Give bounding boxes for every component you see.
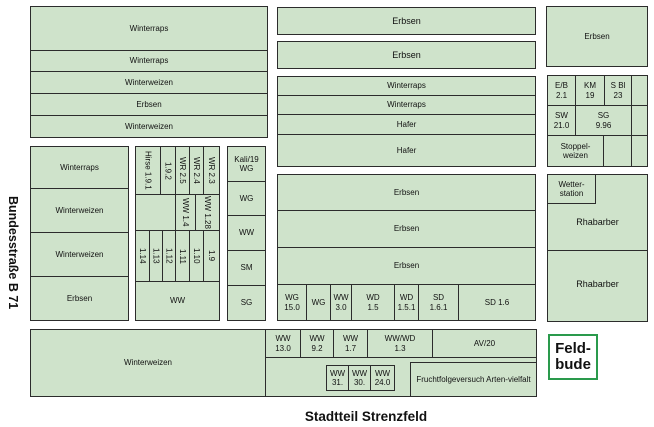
- plot-i-sd161[interactable]: SD 1.6.1: [418, 284, 459, 321]
- plot-a1[interactable]: Winterraps: [30, 6, 268, 51]
- plot-g-113[interactable]: 1.13: [149, 230, 163, 282]
- plot-g-wr24[interactable]: WR 2.4: [189, 146, 204, 195]
- plot-b1[interactable]: Erbsen: [277, 7, 536, 35]
- rhabarber-label-1: Rhabarber: [576, 217, 619, 227]
- plot-h4[interactable]: SM: [227, 250, 266, 286]
- plot-k-ww17[interactable]: WW 1.7: [333, 329, 368, 358]
- plot-e-km[interactable]: KM 19: [575, 75, 605, 106]
- plot-i2[interactable]: Erbsen: [277, 210, 536, 248]
- plot-a5[interactable]: Winterweizen: [30, 115, 268, 138]
- plot-f1[interactable]: Winterraps: [30, 146, 129, 189]
- plot-g-wr25[interactable]: WR 2.5: [175, 146, 190, 195]
- plot-g-192[interactable]: 1.9.2: [160, 146, 176, 195]
- plot-h3[interactable]: WW: [227, 215, 266, 251]
- plot-c1[interactable]: Erbsen: [546, 6, 648, 67]
- feldbude[interactable]: Feld-bude: [548, 334, 598, 380]
- plot-k-av20[interactable]: AV/20: [432, 329, 537, 358]
- plot-g-ww128[interactable]: WW 1.28: [195, 194, 220, 231]
- plot-h2[interactable]: WG: [227, 181, 266, 216]
- rhabarber-label-2: Rhabarber: [576, 279, 619, 289]
- plot-i-wd15[interactable]: WD 1.5: [351, 284, 395, 321]
- plot-i-wd151[interactable]: WD 1.5.1: [394, 284, 419, 321]
- plot-k-ww31[interactable]: WW 31.: [326, 365, 349, 391]
- plot-e-sbl[interactable]: S Bl 23: [604, 75, 632, 106]
- plot-g-19[interactable]: 1.9: [203, 230, 220, 282]
- plot-f2[interactable]: Winterweizen: [30, 188, 129, 233]
- plot-j-divider: [547, 250, 648, 251]
- plot-d2[interactable]: Winterraps: [277, 95, 536, 115]
- plot-g-110[interactable]: 1.10: [189, 230, 204, 282]
- plot-k-wwwd13[interactable]: WW/WD 1.3: [367, 329, 433, 358]
- plot-i3[interactable]: Erbsen: [277, 247, 536, 285]
- plot-b2[interactable]: Erbsen: [277, 41, 536, 69]
- plot-a4[interactable]: Erbsen: [30, 93, 268, 116]
- plot-e-stoppelweizen[interactable]: Stoppel-weizen: [547, 135, 604, 167]
- plot-i-ww30[interactable]: WW 3.0: [330, 284, 352, 321]
- plot-e-strip2[interactable]: [631, 105, 648, 136]
- plot-h5[interactable]: SG: [227, 285, 266, 321]
- plot-g-111[interactable]: 1.11: [175, 230, 190, 282]
- plot-e-strip3[interactable]: [603, 135, 632, 167]
- plot-e-strip4[interactable]: [631, 135, 648, 167]
- plot-a3[interactable]: Winterweizen: [30, 71, 268, 94]
- plot-i-wg150[interactable]: WG 15.0: [277, 284, 307, 321]
- plot-g-wr23[interactable]: WR 2.3: [203, 146, 220, 195]
- plot-k-fruchtfolgeversuch[interactable]: Fruchtfolgeversuch Arten-vielfalt: [410, 362, 537, 397]
- plot-g-114[interactable]: 1.14: [135, 230, 150, 282]
- plot-d4[interactable]: Hafer: [277, 134, 536, 167]
- plot-d1[interactable]: Winterraps: [277, 76, 536, 96]
- plot-h1[interactable]: Kali/19 WG: [227, 146, 266, 182]
- plot-i-wg[interactable]: WG: [306, 284, 331, 321]
- plot-f4[interactable]: Erbsen: [30, 276, 129, 321]
- plot-k-ww130[interactable]: WW 13.0: [265, 329, 301, 358]
- plot-e-eb[interactable]: E/B 2.1: [547, 75, 576, 106]
- plot-k-ww240[interactable]: WW 24.0: [370, 365, 395, 391]
- plot-g-ww[interactable]: WW: [135, 281, 220, 321]
- plot-i1[interactable]: Erbsen: [277, 174, 536, 211]
- plot-d3[interactable]: Hafer: [277, 114, 536, 135]
- plot-e-strip1[interactable]: [631, 75, 648, 106]
- plot-a2[interactable]: Winterraps: [30, 50, 268, 72]
- plot-e-sg[interactable]: SG 9.96: [575, 105, 632, 136]
- plot-f3[interactable]: Winterweizen: [30, 232, 129, 277]
- wetterstation[interactable]: Wetter-station: [547, 174, 596, 204]
- plot-e-sw[interactable]: SW 21.0: [547, 105, 576, 136]
- plot-k-ww30[interactable]: WW 30.: [348, 365, 371, 391]
- road-label: Bundesstraße B 71: [6, 196, 20, 310]
- plot-g-112[interactable]: 1.12: [162, 230, 176, 282]
- plot-k-ww92[interactable]: WW 9.2: [300, 329, 334, 358]
- plot-g-hirse[interactable]: Hirse 1.9.1: [135, 146, 161, 195]
- plot-g-ww14[interactable]: WW 1.4: [175, 194, 196, 231]
- district-label: Stadtteil Strenzfeld: [304, 409, 428, 424]
- plot-i-sd16[interactable]: SD 1.6: [458, 284, 536, 321]
- plot-k-winterweizen[interactable]: Winterweizen: [30, 329, 266, 397]
- plot-g-mid-left[interactable]: [135, 194, 176, 231]
